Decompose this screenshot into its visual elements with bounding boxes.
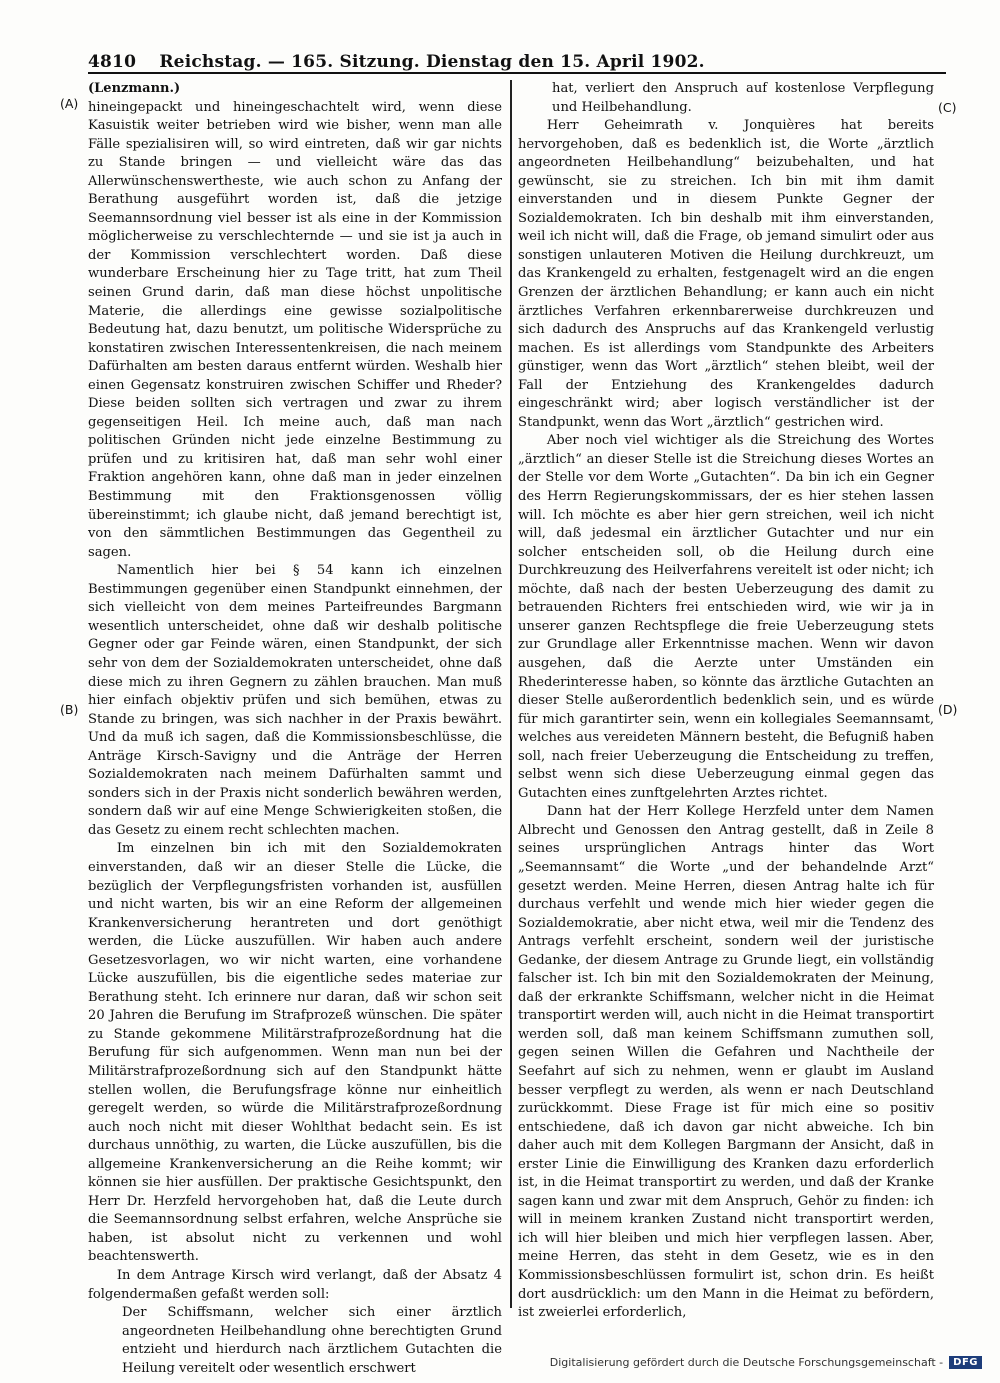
page-number: 4810	[88, 52, 137, 72]
left-paragraph-2: Namentlich hier bei § 54 kann ich einzelnen Bestimmungen gegenüber einen Standpunkt einnehmen, der sich vielleicht von dem meines Parteifreundes Bargmann wesentlich unterscheidet, ohne daß wir deshalb politische Gegner oder gar Feinde wären, einen Standpunkt, der sich sehr von dem der Sozialdemokraten unterscheidet, ohne daß diese mich zu ihren Gegnern zu zählen brauchen. Man muß hier einfach objektiv prüfen und sich bemühen, etwas zu Stande zu bringen, was sich nachher in der Praxis bewährt. Und da muß ich sagen, daß die Kommissionsbeschlüsse, die Anträge Kirsch-Savigny und die Anträge der Herren Sozialdemokraten nach meinem Dafürhalten sammt und sonders sich in der Praxis nicht sonderlich bewähren werden, sondern daß wir auf eine Menge Schwierigkeiten stoßen, die das Gesetz zu einem recht schlechten machen.	[88, 563, 502, 838]
left-paragraph-1: hineingepackt und hineingeschachtelt wird, wenn diese Kasuistik weiter betrieben wird wie bisher, wenn man alle Fälle spezialisiren will, so wird eintreten, daß wir gar nichts zu Stande bringen — und vielleicht wäre das das Allerwünschenswertheste, wie auch schon zu Anfang der Berathung ausgeführt worden ist, daß die jetzige Seemannsordnung viel besser ist als eine in der Kommission möglicherweise zu verschlechternde — und sie ist ja auch in der Kommission verschlechtert worden. Daß diese wunderbare Erscheinung hier zu Tage tritt, hat zum Theil seinen Grund darin, daß man diese höchst unpolitische Materie, die allerdings eine gewisse sozialpolitische Bedeutung hat, dazu benutzt, um politische Widersprüche zu konstatiren zwischen Interessentenkreisen, die nach meinem Dafürhalten am besten daraus entfernt würden. Weshalb hier einen Gegensatz konstruiren zwischen Schiffer und Rheder? Diese beiden sollten sich vertragen und zwar zu ihrem gegenseitigen Heil. Ich meine auch, daß man nach politischen Gründen nicht jede einzelne Bestimmung zu prüfen und zu kritisiren hat, daß man sehr wohl einer Fraktion angehören kann, ohne daß man in jeder einzelnen Bestimmung mit den Fraktionsgenossen völlig übereinstimmt; ich glaube nicht, daß jemand berechtigt ist, von den sämmtlichen Bestimmungen das Gegentheil zu sagen.	[88, 99, 502, 560]
right-paragraph-2: Aber noch viel wichtiger als die Streichung des Wortes „ärztlich“ an dieser Stelle ist die Streichung dieses Wortes an der Stelle vor dem Worte „Gutachten“. Da bin ich ein Gegner des Herrn Regierungskommissars, der es hier stehen lassen will. Ich möchte es aber hier gern streichen, weil ich nicht will, daß jedesmal ein ärztlicher Gutachter und nur ein solcher entscheiden soll, ob die Heilung durch eine Durchkreuzung des Heilverfahrens vereitelt ist oder nicht; ich möchte, daß nach der besten Ueberzeugung des damit zu betrauenden Richters frei entschieden wird, wie wir ja in unserer ganzen Rechtspflege die freie Ueberzeugung stets zur Grundlage aller Erkenntnisse machen. Wenn wir davon ausgehen, daß die Aerzte unter Umständen ein Rhederinteresse haben, so könnte das ärztliche Gutachten an dieser Stelle außerordentlich bedenklich sein, und es würde für mich garantirter sein, wenn ein kollegiales Seemannsamt, welches aus vereideten Männern besteht, die Befugniß haben soll, nach freier Ueberzeugung die Entscheidung zu treffen, selbst wenn sich diese Ueberzeugung einmal gegen das Gutachten eines zunftgelehrten Arztes richtet.	[518, 433, 934, 801]
margin-mark-d: (D)	[938, 702, 958, 717]
motion-quote: Der Schiffsmann, welcher sich einer ärztlich angeordneten Heilbehandlung ohne berechtigten Grund entzieht und hierdurch nach ärztlichem Gutachten die Heilung vereitelt oder wesentlich erschwert	[122, 1305, 502, 1376]
speaker-label: (Lenzmann.)	[88, 81, 181, 96]
footer-text: Digitalisierung gefördert durch die Deutsche Forschungsgemeinschaft -	[549, 1356, 944, 1369]
margin-mark-a: (A)	[60, 96, 79, 111]
motion-quote-continuation: hat, verliert den Anspruch auf kostenlose Verpflegung und Heilbehandlung.	[552, 81, 934, 115]
right-paragraph-3: Dann hat der Herr Kollege Herzfeld unter dem Namen Albrecht und Genossen den Antrag gestellt, daß in Zeile 8 seines ursprünglichen Antrags hinter das Wort „Seemannsamt“ die Worte „und der behandelnde Arzt“ gesetzt werden. Meine Herren, diesen Antrag halte ich für durchaus verfehlt und wende mich hier wieder gegen die Sozialdemokratie, aber nicht etwa, weil mir die Tendenz des Antrags verfehlt erscheint, sondern weil der juristische Gedanke, der diesem Antrage zu Grunde liegt, ein vollständig falscher ist. Ich bin mit den Sozialdemokraten der Meinung, daß der erkrankte Schiffsmann, welcher nicht in die Heimat transportirt werden will, auch nicht in die Heimat transportirt werden soll, daß man keinem Schiffsmann zumuthen soll, gegen seinen Willen die Gefahren und Nachtheile der Seefahrt auf sich zu nehmen, wenn er glaubt im Ausland besser verpflegt zu werden, als wenn er nach Deutschland zurückkommt. Diese Frage ist für mich eine so positiv entschiedene, daß ich davon gar nicht abweiche. Ich bin daher auch mit dem Kollegen Bargmann der Ansicht, daß in erster Linie die Einwilligung des Kranken dazu erforderlich ist, in die Heimat transportirt zu werden, und daß der Kranke sagen kann und zwar mit dem Anspruch, Gehör zu finden: ich will in meinem kranken Zustand nicht transportirt werden, ich will hier bleiben und mich hier verpflegen lassen. Aber, meine Herren, das steht in dem Gesetz, wie es in den Kommissionsbeschlüssen formulirt ist, schon drin. Es heißt dort ausdrücklich: um den Mann in die Heimat zu befördern, ist zweierlei erforderlich,	[518, 804, 934, 1321]
footer	[550, 1356, 982, 1369]
margin-mark-c: (C)	[938, 100, 957, 115]
left-paragraph-4: In dem Antrage Kirsch wird verlangt, daß der Absatz 4 folgendermaßen gefaßt werden soll:	[88, 1268, 502, 1302]
header-title: Reichstag. — 165. Sitzung. Dienstag den 15. April 1902.	[159, 52, 705, 72]
header-rule	[88, 72, 946, 74]
right-column	[518, 80, 934, 1323]
right-paragraph-1: Herr Geheimrath v. Jonquières hat bereits hervorgehoben, daß es bedenklich ist, die Worte „ärztlich angeordneten Heilbehandlung“ beizubehalten, und hat gewünscht, sie zu streichen. Ich bin mit ihm damit einverstanden und in diesem Punkte Gegner der Sozialdemokraten. Ich bin deshalb mit ihm einverstanden, weil ich nicht will, daß die Frage, ob jemand simulirt oder aus sonstigen unlauteren Motiven die Heilung durchkreuzt, um das Krankengeld zu erhalten, festgenagelt wird an die engen Grenzen der ärztlichen Behandlung; er kann auch ein nicht ärztliches Verfahren erkennbarerweise durchkreuzen und sich dadurch des Anspruchs auf das Krankengeld verlustig machen. Es ist allerdings vom Standpunkte des Arbeiters günstiger, wenn das Wort „ärztlich“ stehen bleibt, weil der Fall der Entziehung des Krankengeldes dadurch eingeschränkt wird; aber logisch verständlicher ist der Standpunkt, wenn das Wort „ärztlich“ gestrichen wird.	[518, 118, 934, 430]
page-header	[88, 44, 728, 72]
left-column	[88, 80, 502, 1378]
column-divider	[510, 80, 512, 1308]
dfg-logo: DFG	[949, 1356, 982, 1369]
margin-mark-b: (B)	[60, 702, 79, 717]
left-paragraph-3: Im einzelnen bin ich mit den Sozialdemokraten einverstanden, daß wir an dieser Stelle die Lücke, die bezüglich der Verpflegungsfristen vorhanden ist, ausfüllen und nicht warten, bis wir an eine Reform der allgemeinen Krankenversicherung herantreten und dort genöthigt werden, die Lücke auszufüllen. Wir haben auch andere Gesetzesvorlagen, wo wir nicht warten, eine vorhandene Lücke auszufüllen, bis die eigentliche sedes materiae zur Berathung steht. Ich erinnere nur daran, daß wir schon seit 20 Jahren die Berufung im Strafprozeß wünschen. Die später zu Stande gekommene Militärstrafprozeßordnung hat die Berufung für sich aufgenommen. Wenn man nun bei der Militärstrafprozeßordnung sich auf den Standpunkt hätte stellen wollen, die Berufungsfrage könne nur einheitlich geregelt werden, so würde die Militärstrafprozeßordnung auch noch nicht mit dieser Wohlthat bedacht sein. Es ist durchaus unnöthig, zu warten, die Lücke auszufüllen, bis die allgemeine Krankenversicherung an die Reihe kommt; wir können sie hier ausfüllen. Der praktische Gesichtspunkt, den Herr Dr. Herzfeld hervorgehoben hat, daß die Leute durch die Seemannsordnung selbst erfahren, welche Ansprüche sie haben, ist absolut nicht zu verkennen und wohl beachtenswerth.	[88, 841, 502, 1265]
